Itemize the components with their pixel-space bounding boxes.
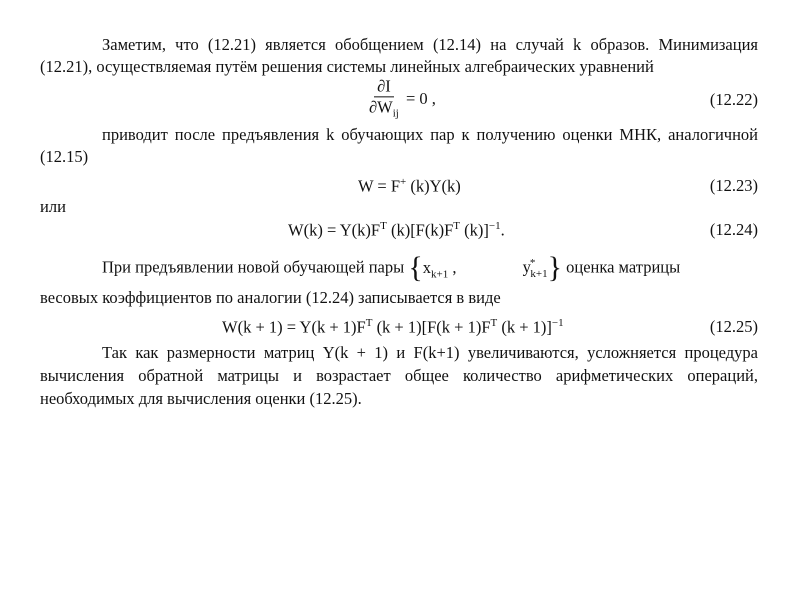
equation-number-12-22: (12.22) [709,90,758,109]
equation-12-22 [40,78,758,122]
equation-number-12-25: (12.25) [709,316,758,336]
fraction-numerator: ∂I [374,76,394,97]
document-page [40,34,758,410]
partial-fraction [366,76,402,123]
equation-number-12-23: (12.23) [709,176,758,195]
paragraph-lsm: приводит после предъявления k обучающих пар к получению оценки МНК, аналогичной (12.15) [40,125,758,166]
fraction-denominator: $\partial W_{ij}$ [369,97,399,120]
paragraph-new-pair-cont: весовых коэффициентов по аналогии (12.24) записывается в виде [40,287,501,307]
equation-number-12-24: (12.24) [709,220,758,239]
equation-12-22-body [366,76,436,123]
equation-rhs: = 0 , [405,88,436,108]
equation-12-24 [40,212,758,248]
training-pair: {$x_{k+1}$ , $y^*_{k+1}$} [408,250,562,284]
equation-12-25 [40,309,758,345]
connector-word: или [40,197,66,216]
paragraph-conclusion: Так как размерности матриц Y(k + 1) и F(k+1) увеличиваются, усложняется процедура вычисления обратной матрицы и возрастает общее количество арифметических операций, необходимых для вычисления оценки (12.25). [40,342,758,408]
paragraph-new-pair: При предъявлении новой обучающей пары {$x_{k+1}$ , $y^*_{k+1}$} оценка матрицы [102,250,681,284]
paragraph-intro: Заметим, что (12.21) является обобщением (12.14) на случай k образов. Минимизация (12.21), осуществляемая путём решения системы линейных алгебраических уравнений [40,35,758,76]
equation-12-25-body: $W(k + 1) = Y(k + 1)F^T$ $(k + 1)[F(k + 1)F^T$ (k + 1)]$^{-1}$ [222,316,564,337]
equation-12-23-body: W = F+ (k)Y(k) [358,175,461,196]
equation-12-24-body: $W(k) = Y(k)F^T$ $(k)[F(k)F^T$ (k)]$^{-1}$. [288,219,505,240]
equation-12-23 [40,168,758,204]
